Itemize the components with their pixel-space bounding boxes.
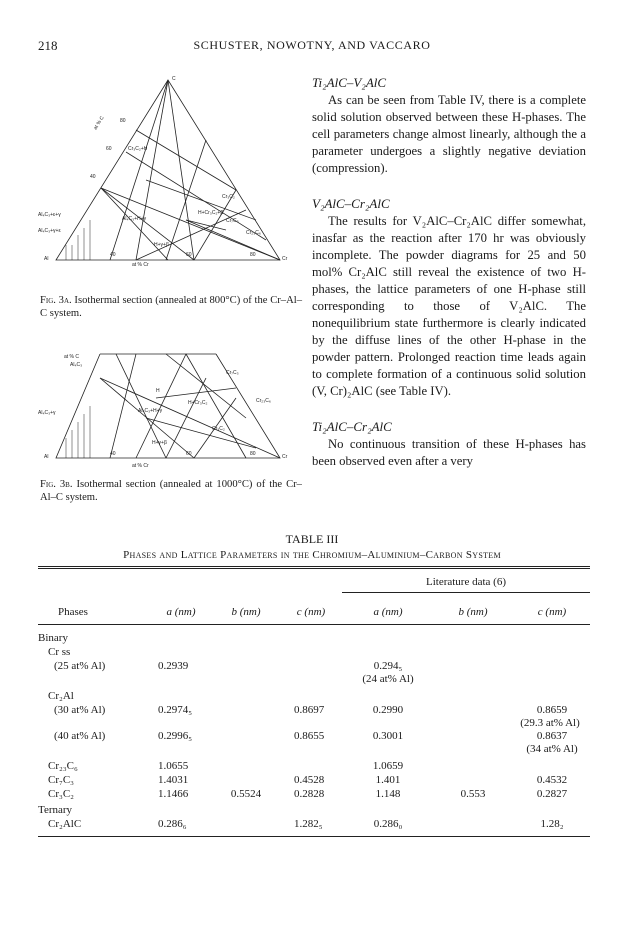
section-heading: Ti₂AlC–V₂AlC (312, 75, 387, 90)
tick-bottom-40: 40 (110, 252, 116, 258)
literature-header: Literature data (6) (425, 576, 506, 588)
tick-left-80: 80 (120, 118, 126, 124)
col-header: Phases (58, 606, 88, 618)
cell-c: 0.8697 (294, 704, 325, 716)
cell-a: 0.2974₅ (158, 704, 193, 716)
caption-3b (40, 478, 302, 504)
axis-left-label: at % C (92, 115, 106, 132)
row-phase: (30 at% Al) (54, 704, 106, 716)
figure-3a (36, 70, 298, 266)
col-header: a (nm) (166, 606, 196, 618)
col-header: b (nm) (458, 606, 488, 618)
caption-label: Fig. 3b. (40, 479, 73, 490)
axis-bottom-label-b: at % Cr (132, 463, 149, 469)
phase-b-al: Al (44, 454, 49, 460)
cell-la: 0.3001 (372, 730, 404, 742)
cell-c: 0.2828 (294, 788, 325, 800)
cell-lc: 0.8637 (536, 730, 568, 742)
phase-a-1: Cr₇C₃ (226, 218, 239, 224)
phase-b-7: Al₄C₃+γ (38, 410, 56, 416)
cell-la-note: (24 at% Al) (362, 673, 414, 685)
cell-a: 1.0655 (158, 760, 189, 772)
phase-a-6: Al₄C₃+H+γ (122, 216, 147, 222)
phase-a-0: Cr₃C₂+H (128, 146, 148, 152)
tick-bottom-60: 60 (186, 252, 192, 258)
cell-la: 1.401 (375, 774, 401, 786)
tick-b-60: 60 (186, 451, 192, 457)
phase-b-1: H (156, 388, 160, 394)
row-phase: Cr₃C₂ (48, 788, 75, 800)
cell-a: 0.2996₅ (158, 730, 193, 742)
phase-b-cr: Cr (282, 454, 288, 460)
phase-b-0: Al₄C₃ (70, 362, 83, 368)
tick-left-40: 40 (90, 174, 96, 180)
section-heading: Ti₂AlC–Cr₂AlC (312, 419, 392, 434)
axis-bottom-label: at % Cr (132, 262, 149, 266)
phase-a-3: Cr₃C₂ (222, 194, 235, 200)
caption-3a (40, 294, 302, 320)
cell-lb: 0.553 (460, 788, 486, 800)
cell-a: 1.4031 (158, 774, 189, 786)
cell-lc: 0.8659 (536, 704, 568, 716)
col-header: a (nm) (373, 606, 403, 618)
phase-b-5: H+Cr₃C₂ (188, 400, 208, 406)
row-phase: Cr₂Al (48, 690, 74, 702)
cell-la: 0.2990 (372, 704, 404, 716)
tick-b-40: 40 (110, 451, 116, 457)
phase-b-2: Al₄C₃+H+γ (138, 408, 163, 414)
cell-c: 1.282₅ (294, 818, 323, 830)
figure-3b (36, 338, 298, 470)
cell-lc: 0.2827 (536, 788, 568, 800)
cell-lc: 1.28₂ (540, 818, 564, 830)
caption-text: Isothermal section (annealed at 800°C) of the Cr–Al–C system. (40, 295, 302, 319)
cell-c: 0.4528 (294, 774, 325, 786)
col-header: c (nm) (537, 606, 567, 618)
axis-left-label-b: at % C (64, 354, 80, 360)
phase-a-al: Al (44, 256, 49, 262)
paragraph: As can be seen from Table IV, there is a complete solid solution observed between these H-phases. The cell parameters change almost linearly, although the a parameter undergoes a slightly negative deviation (compression). (312, 93, 586, 175)
row-group: Binary (38, 632, 68, 644)
row-phase: Cr₇C₃ (48, 774, 75, 786)
row-group: Ternary (38, 804, 73, 816)
phase-a-4: H+Cr₃C₂+β (198, 210, 224, 216)
phase-diagram-3a (36, 70, 298, 266)
cell-la: 1.0659 (372, 760, 404, 772)
tick-left-60: 60 (106, 146, 112, 152)
cell-c: 0.8655 (294, 730, 325, 742)
cell-la: 0.286₀ (373, 818, 403, 830)
phase-b-4: Cr₂₃C₆ (256, 398, 271, 404)
cell-la: 1.148 (375, 788, 401, 800)
cell-lc: 0.4532 (536, 774, 568, 786)
section-heading: V₂AlC–Cr₂AlC (312, 196, 390, 211)
page-number: 218 (38, 38, 58, 53)
body-text-column (312, 74, 586, 476)
tick-bottom-80: 80 (250, 252, 256, 258)
row-phase: (40 at% Al) (54, 730, 106, 742)
phase-b-6: Cr₃C₂ (212, 426, 225, 432)
cell-a: 1.1466 (158, 788, 189, 800)
row-phase: Cr₂₃C₆ (48, 760, 78, 772)
phase-diagram-3b (36, 338, 298, 470)
phase-a-cr: Cr (282, 256, 288, 262)
cell-a: 0.2939 (158, 660, 189, 672)
cell-a: 0.286₆ (158, 818, 187, 830)
row-phase: Cr₂AlC (48, 818, 82, 830)
paragraph: No continuous transition of these H-phases has been observed even after a very (312, 437, 586, 468)
cell-la: 0.294₅ (373, 660, 403, 672)
table-subtitle: Phases and Lattice Parameters in the Chromium–Aluminium–Carbon System (123, 549, 501, 561)
col-header: b (nm) (231, 606, 261, 618)
phase-a-8: H+γ+β (154, 242, 169, 248)
phase-a-2: Cr₂₃C₆ (246, 230, 261, 236)
page-header (38, 38, 586, 58)
table-title: TABLE III (285, 532, 339, 546)
phase-b-8: H+γ+β (152, 440, 167, 446)
cell-lc-note: (29.3 at% Al) (520, 717, 580, 729)
row-phase: Cr ss (48, 646, 71, 658)
phase-a-5: Al₄C₃+ε+γ (38, 212, 61, 218)
phase-a-7: Al₄C₃+γ+ε (38, 228, 61, 234)
cell-b: 0.5524 (230, 788, 262, 800)
cell-lc-note: (34 at% Al) (526, 743, 578, 755)
label-carbon-vertex: C (172, 76, 176, 82)
caption-label: Fig. 3a. (40, 295, 72, 306)
col-header: c (nm) (296, 606, 326, 618)
paragraph: The results for V₂AlC–Cr₂AlC differ somewhat, inasfar as the reaction after 170 hr was obviously incomplete. The powder diagrams for 25 and 50 mol% Cr₂AlC still reveal the existence of two H-phases, the lattice parameters of one H-phase still corresponding to those of V₂AlC. The nonequilibrium state furthermore is clearly indicated by the diffuse lines of the other H-phase in the powder pattern. Prolonged reaction time leads again to complete formation of a continuous solid solution (V, Cr)₂AlC (see Table IV). (312, 214, 586, 398)
tick-b-80: 80 (250, 451, 256, 457)
phase-b-3: Cr₇C₃ (226, 370, 239, 376)
running-title: SCHUSTER, NOWOTNY, AND VACCARO (193, 38, 431, 52)
row-phase: (25 at% Al) (54, 660, 106, 672)
caption-text: Isothermal section (annealed at 1000°C) of the Cr–Al–C system. (40, 479, 302, 503)
